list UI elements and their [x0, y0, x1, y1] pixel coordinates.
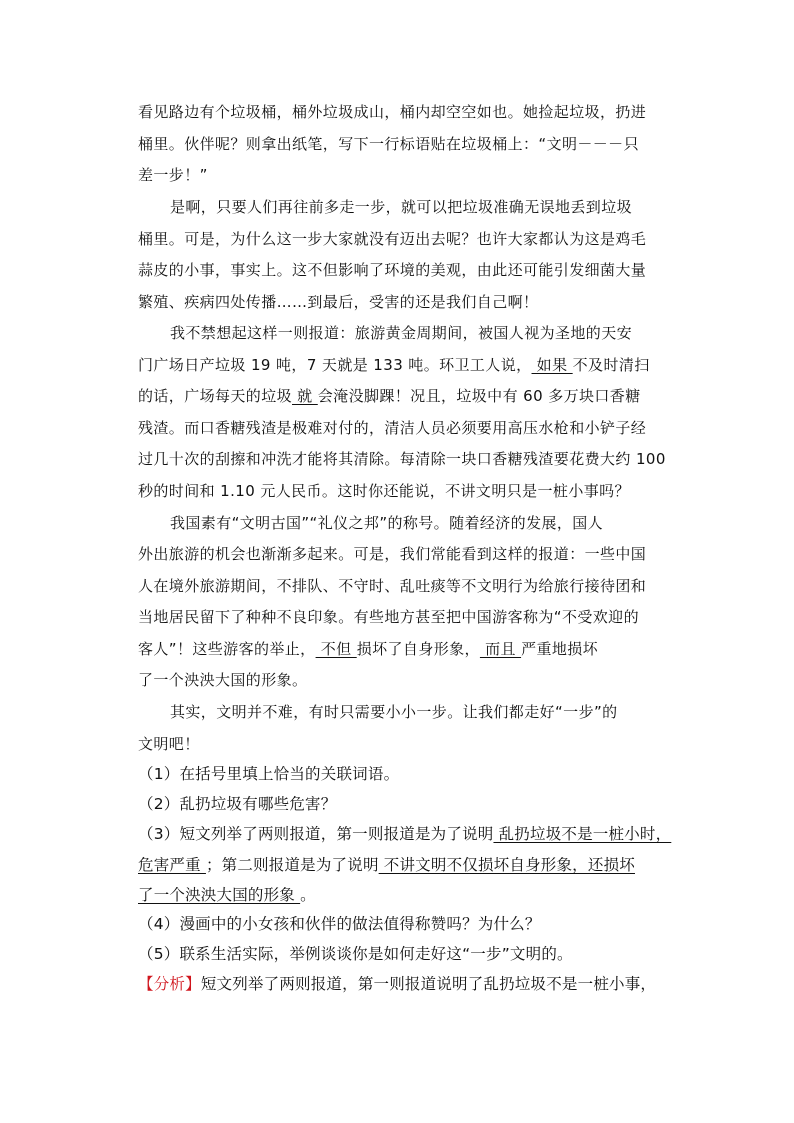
- passage-line: 其实，文明并不难，有时只需要小小一步。让我们都走好“一步”的: [170, 703, 618, 721]
- fill-blank-answer: 不但: [315, 640, 357, 658]
- passage-line: 秒的时间和 1.10 元人民币。这时你还能说，不讲文明只是一桩小事吗？: [138, 482, 630, 500]
- question-1: （1）在括号里填上恰当的关联词语。: [138, 765, 400, 783]
- analysis-text: 短文列举了两则报道，第一则报道说明了乱扔垃圾不是一桩小事，: [200, 975, 657, 993]
- answer-text: 不讲文明不仅损坏自身形象，还损坏: [378, 856, 635, 874]
- passage-line: 我不禁想起这样一则报道：旅游黄金周期间，被国人视为圣地的天安: [170, 324, 633, 342]
- question-text: （3）短文列举了两则报道，第一则报道是为了说明: [138, 825, 494, 843]
- passage-line: 人在境外旅游期间，不排队、不守时、乱吐痰等不文明行为给旅行接待团和: [138, 577, 647, 595]
- passage-text: 门广场日产垃圾 19 吨，7 天就是 133 吨。环卫工人说，: [138, 356, 532, 374]
- passage-text: 客人”！这些游客的举止，: [138, 640, 316, 658]
- question-5: （5）联系生活实际，举例谈谈你是如何走好这“一步”文明的。: [138, 945, 573, 963]
- passage-line: 我国素有“文明古国”“礼仪之邦”的称号。随着经济的发展，国人: [170, 514, 604, 532]
- passage-line: 桶里。可是，为什么这一步大家就没有迈出去呢？也许大家都认为这是鸡毛: [138, 230, 647, 248]
- passage-line: 过几十次的刮擦和冲洗才能将其清除。每清除一块口香糖残渣要花费大约 100: [138, 450, 666, 468]
- fill-blank-answer: 而且: [479, 640, 522, 658]
- passage-text: 会淹没脚踝！况且，垃圾中有 60 多万块口香糖: [317, 387, 641, 405]
- passage-line: 差一步！”: [138, 166, 208, 184]
- fill-blank-answer: 如果: [531, 356, 573, 374]
- passage-line: 了一个泱泱大国的形象。: [138, 671, 308, 689]
- question-3-cont: [138, 855, 635, 875]
- passage-line: 蒜皮的小事，事实上。这不但影响了环境的美观，由此还可能引发细菌大量: [138, 261, 647, 279]
- answer-text: 了一个泱泱大国的形象: [138, 886, 301, 904]
- passage-line: [138, 355, 650, 375]
- question-2: （2）乱扔垃圾有哪些危害？: [138, 795, 337, 813]
- passage-line: 当地居民留下了种种不良印象。有些地方甚至把中国游客称为“不受欢迎的: [138, 608, 639, 626]
- answer-text: 乱扔垃圾不是一桩小时，: [493, 825, 672, 843]
- passage-line: 是啊，只要人们再往前多走一步，就可以把垃圾准确无误地丢到垃圾: [170, 198, 633, 216]
- passage-text: 不及时清扫: [572, 356, 650, 374]
- passage-text: 损坏了自身形象，: [356, 640, 480, 658]
- question-4: （4）漫画中的小女孩和伙伴的做法值得称赞吗？为什么？: [138, 915, 541, 933]
- answer-text: 危害严重: [138, 856, 206, 874]
- question-text: ；第二则报道是为了说明: [205, 856, 379, 874]
- question-3-cont: [138, 885, 316, 905]
- passage-line: 文明吧！: [138, 735, 200, 753]
- passage-line: [138, 386, 641, 406]
- passage-line: 桶里。伙伴呢？则拿出纸笔，写下一行标语贴在垃圾桶上：“文明－－－只: [138, 135, 639, 153]
- analysis-tag: 【分析】: [138, 975, 201, 993]
- passage-text: 的话，广场每天的垃圾: [138, 387, 293, 405]
- passage-text: 严重地损坏: [521, 640, 599, 658]
- passage-line: 外出旅游的机会也渐渐多起来。可是，我们常能看到这样的报道：一些中国: [138, 545, 647, 563]
- fill-blank-answer: 就: [292, 387, 318, 405]
- question-3: [138, 824, 671, 844]
- passage-line: [138, 639, 598, 659]
- passage-line: 残渣。而口香糖残渣是极难对付的，清洁人员必须要用高压水枪和小铲子经: [138, 419, 647, 437]
- passage-line: 看见路边有个垃圾桶，桶外垃圾成山，桶内却空空如也。她捡起垃圾，扔进: [138, 103, 647, 121]
- passage-line: 繁殖、疾病四处传播……到最后，受害的还是我们自己啊！: [138, 293, 539, 311]
- question-text: 。: [300, 886, 316, 904]
- analysis-line: [138, 974, 656, 994]
